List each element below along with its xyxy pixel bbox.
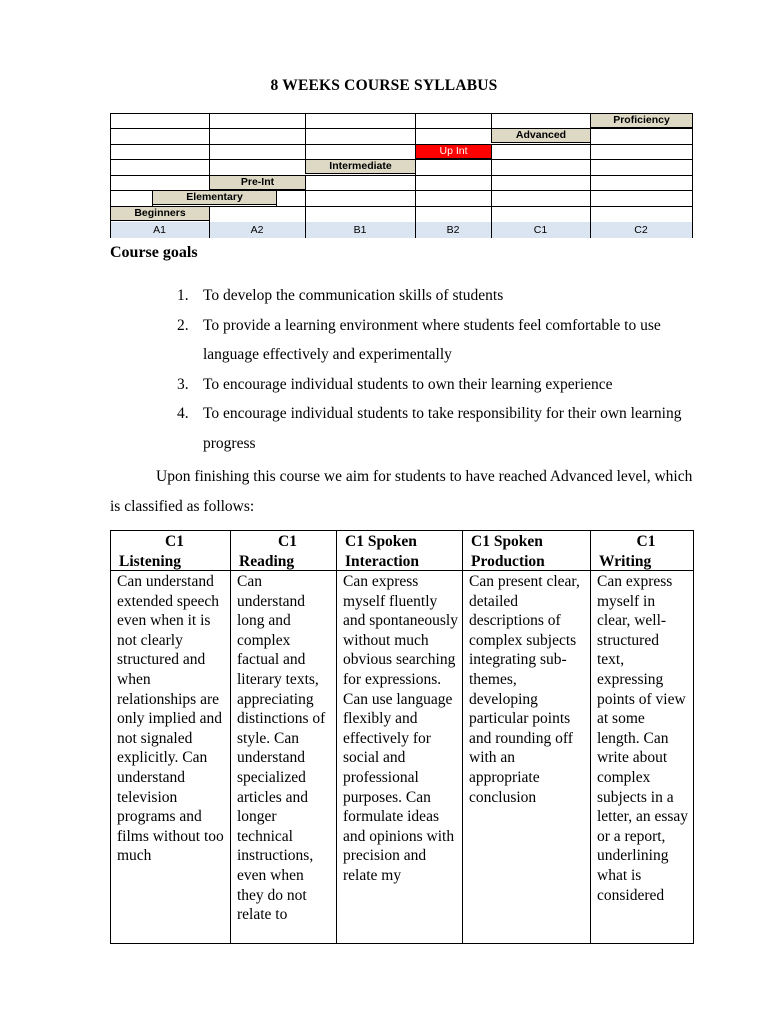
level-elementary: Elementary <box>152 190 277 205</box>
header-line-2: Writing <box>599 552 652 570</box>
column-body: Can express myself fluently and spontaneously without much obvious searching for expressions. Can use language flexibly and effectively for social and professional purposes. Can formulate ideas and opinions with precision and relate my <box>343 573 458 884</box>
header-line-1: C1 <box>636 533 656 550</box>
list-number: 4. <box>177 405 189 422</box>
level-pre-int: Pre-Int <box>209 175 306 190</box>
column-body: Can express myself in clear, well-structured text, expressing points of view at some length. Can write about complex subjects in a letter, an essay or a report, underlining what is considered <box>597 573 689 904</box>
list-item <box>177 311 717 370</box>
level-paragraph: Upon finishing this course we aim for students to have reached Advanced level, which is classified as follows: <box>110 468 693 515</box>
list-item <box>177 399 717 458</box>
column-writing <box>591 531 693 943</box>
header-line-2: Listening <box>119 552 182 570</box>
axis-a2: A2 <box>250 224 264 236</box>
level-proficiency: Proficiency <box>590 113 693 128</box>
column-spoken-interaction <box>337 531 463 943</box>
level-advanced: Advanced <box>491 128 591 143</box>
header-line-1: C1 Spoken <box>345 533 417 550</box>
column-header <box>591 531 693 571</box>
column-header <box>231 531 336 571</box>
course-goals-list <box>177 281 717 458</box>
level-beginners: Beginners <box>110 206 210 221</box>
column-header <box>337 531 462 571</box>
column-header <box>111 531 230 571</box>
level-up-int: Up Int <box>415 144 492 159</box>
column-header <box>463 531 590 571</box>
axis-a1: A1 <box>153 224 166 236</box>
level-intermediate: Intermediate <box>305 159 416 174</box>
header-line-1: C1 Spoken <box>471 533 543 550</box>
list-text: To provide a learning environment where students feel comfortable to use language effectively and experimentally <box>203 316 661 363</box>
axis-c1: C1 <box>533 224 548 236</box>
list-text: To encourage individual students to own their learning experience <box>203 375 613 393</box>
column-body: Can present clear, detailed descriptions of complex subjects integrating sub-themes, developing particular points and rounding off with an appropriate conclusion <box>469 573 580 806</box>
axis-b2: B2 <box>446 224 460 236</box>
header-line-1: C1 <box>165 533 184 550</box>
header-line-1: C1 <box>278 533 297 550</box>
list-item <box>177 370 717 400</box>
column-reading <box>231 531 337 943</box>
level-chart <box>110 113 693 238</box>
column-body: Can understand long and complex factual and literary texts, appreciating distinctions of style. Can understand specialized articles and longer technical instructions, even when they do not relate to <box>237 573 326 924</box>
list-number: 3. <box>177 375 189 393</box>
level-axis <box>110 222 693 238</box>
header-line-2: Interaction <box>345 552 420 570</box>
c1-descriptor-table <box>110 530 694 944</box>
list-text: To encourage individual students to take responsibility for their own learning progress <box>203 405 682 452</box>
axis-b1: B1 <box>353 224 367 236</box>
column-spoken-production <box>463 531 591 943</box>
document-title: 8 WEEKS COURSE SYLLABUS <box>270 77 498 94</box>
header-line-2: Reading <box>239 552 295 570</box>
list-item <box>177 281 717 311</box>
column-listening <box>111 531 231 943</box>
header-line-2: Production <box>471 552 545 570</box>
axis-c2: C2 <box>634 224 648 236</box>
list-number: 2. <box>177 316 189 334</box>
column-body: Can understand extended speech even when it is not clearly structured and when relationships are only implied and not signaled explicitly. Can understand television programs and films without too much <box>117 573 224 865</box>
list-number: 1. <box>177 287 189 304</box>
course-goals-heading: Course goals <box>110 244 198 261</box>
list-text: To develop the communication skills of students <box>203 287 504 304</box>
